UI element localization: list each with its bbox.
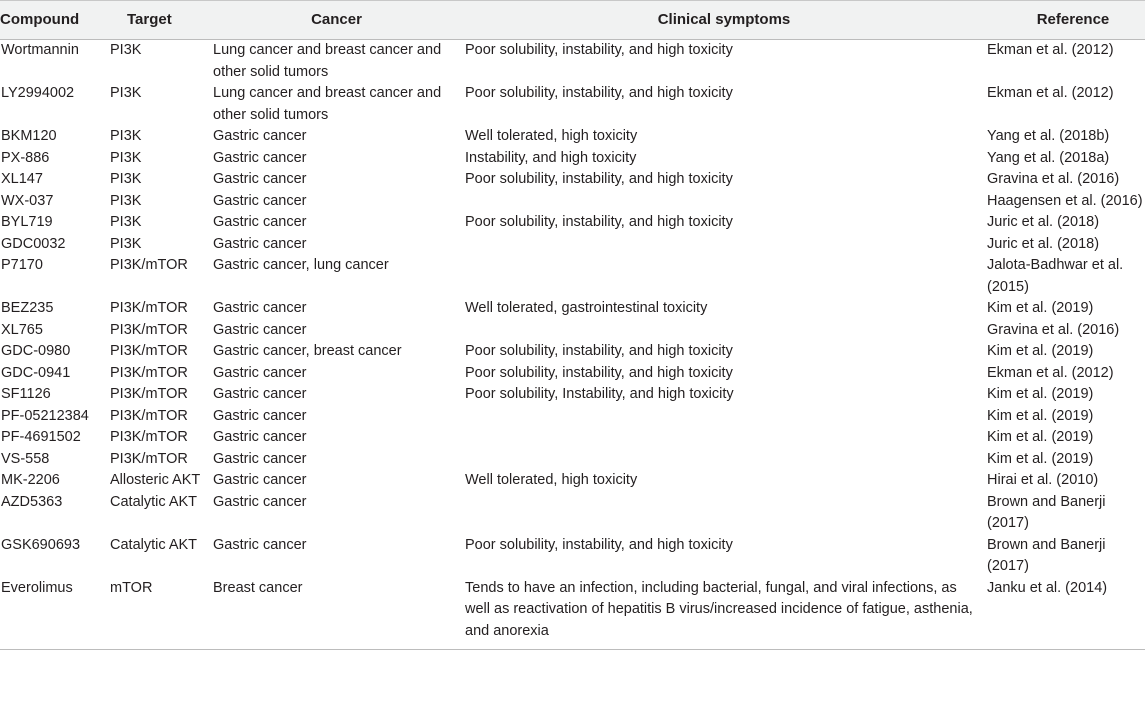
cancer-cell: Gastric cancer	[213, 472, 307, 488]
cancer-cell: Gastric cancer	[213, 192, 307, 209]
compound-cell: AZD5363	[1, 493, 63, 510]
compound-cell: LY2994002	[1, 85, 75, 101]
clinical-symptoms-cell: Poor solubility, instability, and high toxicity	[465, 171, 733, 187]
reference-cell: Brown and Banerji (2017)	[987, 536, 1106, 574]
table-row	[0, 234, 1145, 256]
clinical-symptoms-cell: Poor solubility, instability, and high toxicity	[465, 42, 733, 58]
reference-cell: Gravina et al. (2016)	[987, 321, 1120, 338]
target-cell: PI3K/mTOR	[110, 321, 188, 338]
compound-cell: PF-4691502	[1, 429, 81, 445]
table-row	[0, 298, 1145, 320]
clinical-symptoms-cell	[463, 234, 985, 256]
table-row	[0, 449, 1145, 471]
reference-cell: Yang et al. (2018a)	[987, 149, 1110, 166]
header-clinical-symptoms: Clinical symptoms	[657, 11, 791, 29]
table-row	[0, 148, 1145, 170]
clinical-symptoms-cell: Poor solubility, instability, and high toxicity	[465, 343, 733, 359]
target-cell: Allosteric AKT	[110, 472, 201, 488]
clinical-symptoms-cell: Tends to have an infection, including bacterial, fungal, and viral infections, as well as reactivation of hepatitis B virus/increased incidence of fatigue, asthenia, and anorexia	[465, 579, 973, 639]
target-cell: PI3K	[110, 214, 142, 230]
cancer-cell: Gastric cancer	[213, 300, 307, 316]
clinical-symptoms-cell: Poor solubility, instability, and high toxicity	[465, 214, 733, 230]
reference-cell: Kim et al. (2019)	[987, 450, 1094, 467]
compound-cell: GDC-0941	[1, 364, 71, 381]
reference-cell: Jalota-Badhwar et al. (2015)	[987, 257, 1124, 295]
reference-cell: Juric et al. (2018)	[987, 214, 1100, 230]
cancer-cell: Breast cancer	[213, 579, 303, 596]
cancer-cell: Gastric cancer	[213, 407, 307, 424]
cancer-cell: Gastric cancer	[213, 536, 307, 553]
target-cell: PI3K/mTOR	[110, 343, 188, 359]
compound-cell: BYL719	[1, 214, 53, 230]
target-cell: PI3K/mTOR	[110, 429, 188, 445]
compound-cell: GDC-0980	[1, 343, 71, 359]
target-cell: PI3K	[110, 192, 142, 209]
clinical-symptoms-cell: Poor solubility, Instability, and high toxicity	[465, 386, 734, 402]
clinical-symptoms-cell: Well tolerated, high toxicity	[465, 128, 638, 144]
table-row	[0, 492, 1145, 535]
target-cell: PI3K/mTOR	[110, 364, 188, 381]
target-cell: PI3K/mTOR	[110, 407, 188, 424]
cancer-cell: Gastric cancer	[213, 235, 307, 252]
compound-cell: SF1126	[1, 386, 51, 402]
header-cancer: Cancer	[311, 11, 362, 29]
reference-cell: Kim et al. (2019)	[987, 429, 1094, 445]
compound-cell: XL765	[1, 321, 43, 338]
clinical-symptoms-cell: Poor solubility, instability, and high toxicity	[465, 85, 733, 101]
compound-cell: XL147	[1, 171, 43, 187]
clinical-symptoms-cell: Poor solubility, instability, and high toxicity	[465, 536, 733, 553]
reference-cell: Ekman et al. (2012)	[987, 85, 1114, 101]
compound-cell: PF-05212384	[1, 407, 89, 424]
cancer-cell: Lung cancer and breast cancer and other solid tumors	[213, 42, 442, 80]
table-row	[0, 535, 1145, 578]
target-cell: PI3K/mTOR	[110, 300, 188, 316]
cancer-cell: Gastric cancer	[213, 321, 307, 338]
cancer-cell: Gastric cancer	[213, 171, 307, 187]
compound-cell: P7170	[1, 257, 43, 273]
table-row	[0, 255, 1145, 298]
header-compound: Compound	[0, 11, 80, 29]
table-row	[0, 169, 1145, 191]
reference-cell: Hirai et al. (2010)	[987, 472, 1099, 488]
compound-cell: GDC0032	[1, 235, 66, 252]
clinical-symptoms-cell	[463, 320, 985, 342]
table-row	[0, 212, 1145, 234]
table-row	[0, 578, 1145, 650]
clinical-symptoms-cell	[463, 191, 985, 213]
reference-cell: Yang et al. (2018b)	[987, 128, 1110, 144]
compound-cell: GSK690693	[1, 536, 81, 553]
cancer-cell: Gastric cancer	[213, 149, 307, 166]
target-cell: PI3K	[110, 128, 142, 144]
cancer-cell: Gastric cancer	[213, 386, 307, 402]
header-target: Target	[127, 11, 172, 29]
compound-cell: VS-558	[1, 450, 50, 467]
table-row	[0, 363, 1145, 385]
clinical-symptoms-cell	[463, 255, 985, 298]
target-cell: Catalytic AKT	[110, 536, 198, 553]
table-header	[0, 1, 1145, 40]
reference-cell: Ekman et al. (2012)	[987, 42, 1114, 58]
header-row	[0, 1, 1145, 40]
table-row	[0, 191, 1145, 213]
reference-cell: Janku et al. (2014)	[987, 579, 1108, 596]
reference-cell: Kim et al. (2019)	[987, 343, 1094, 359]
target-cell: PI3K	[110, 42, 142, 58]
compound-cell: PX-886	[1, 149, 50, 166]
clinical-symptoms-cell: Well tolerated, high toxicity	[465, 472, 638, 488]
cancer-cell: Gastric cancer, breast cancer	[213, 343, 402, 359]
reference-cell: Kim et al. (2019)	[987, 386, 1094, 402]
table-row	[0, 40, 1145, 84]
table-row	[0, 341, 1145, 363]
table-row	[0, 126, 1145, 148]
target-cell: mTOR	[110, 579, 153, 596]
cancer-cell: Gastric cancer	[213, 364, 307, 381]
clinical-symptoms-cell	[463, 449, 985, 471]
cancer-cell: Gastric cancer	[213, 450, 307, 467]
target-cell: PI3K/mTOR	[110, 450, 188, 467]
reference-cell: Kim et al. (2019)	[987, 407, 1094, 424]
target-cell: PI3K/mTOR	[110, 386, 188, 402]
reference-cell: Haagensen et al. (2016)	[987, 192, 1143, 209]
compound-cell: BEZ235	[1, 300, 54, 316]
cancer-cell: Gastric cancer, lung cancer	[213, 257, 389, 273]
table-body	[0, 40, 1145, 650]
target-cell: Catalytic AKT	[110, 493, 198, 510]
table-row	[0, 427, 1145, 449]
header-reference: Reference	[1036, 11, 1110, 29]
cancer-cell: Gastric cancer	[213, 429, 307, 445]
target-cell: PI3K/mTOR	[110, 257, 188, 273]
compound-cell: BKM120	[1, 128, 57, 144]
target-cell: PI3K	[110, 171, 142, 187]
table-row	[0, 470, 1145, 492]
compound-cell: Everolimus	[1, 579, 73, 596]
table-row	[0, 406, 1145, 428]
cancer-cell: Gastric cancer	[213, 493, 307, 510]
clinical-symptoms-cell: Poor solubility, instability, and high toxicity	[465, 364, 733, 381]
reference-cell: Ekman et al. (2012)	[987, 364, 1114, 381]
reference-cell: Gravina et al. (2016)	[987, 171, 1120, 187]
table-row	[0, 320, 1145, 342]
compound-cell: MK-2206	[1, 472, 60, 488]
compound-cell: WX-037	[1, 192, 54, 209]
cancer-cell: Gastric cancer	[213, 128, 307, 144]
clinical-symptoms-cell	[463, 406, 985, 428]
cancer-cell: Lung cancer and breast cancer and other solid tumors	[213, 85, 442, 123]
clinical-symptoms-cell: Well tolerated, gastrointestinal toxicity	[465, 300, 708, 316]
compound-cell: Wortmannin	[1, 42, 79, 58]
clinical-symptoms-cell: Instability, and high toxicity	[465, 149, 637, 166]
clinical-symptoms-cell	[463, 492, 985, 535]
reference-cell: Kim et al. (2019)	[987, 300, 1094, 316]
target-cell: PI3K	[110, 235, 142, 252]
target-cell: PI3K	[110, 149, 142, 166]
table-row	[0, 83, 1145, 126]
reference-cell: Juric et al. (2018)	[987, 235, 1100, 252]
clinical-symptoms-cell	[463, 427, 985, 449]
target-cell: PI3K	[110, 85, 142, 101]
cancer-cell: Gastric cancer	[213, 214, 307, 230]
table-row	[0, 384, 1145, 406]
reference-cell: Brown and Banerji (2017)	[987, 493, 1106, 531]
